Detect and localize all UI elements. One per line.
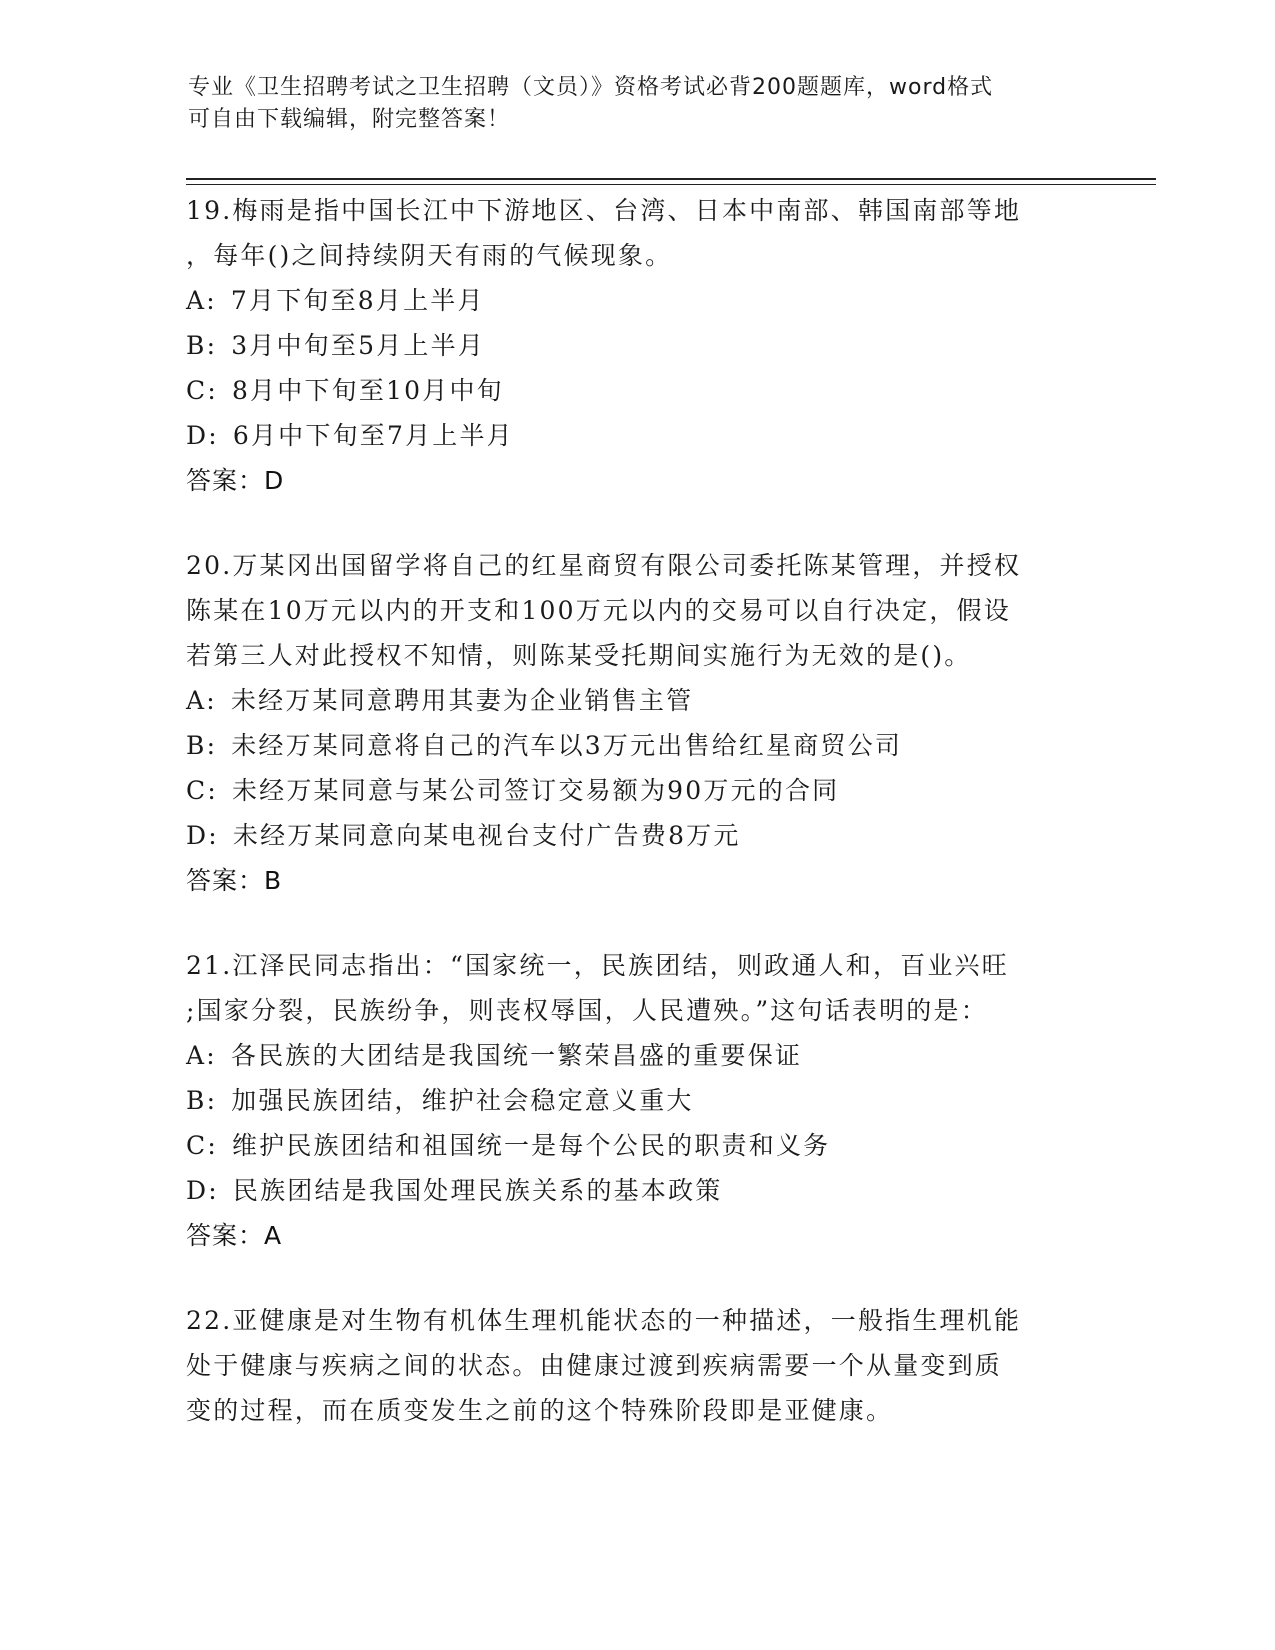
option-text: 未经万某同意与某公司签订交易额为90万元的合同 bbox=[231, 776, 840, 805]
question-20 bbox=[186, 543, 1086, 903]
question-text-line: 21.江泽民同志指出：“国家统一，民族团结，则政通人和，百业兴旺 bbox=[186, 951, 1009, 980]
option-key: D: bbox=[186, 1176, 219, 1205]
option-text: 维护民族团结和祖国统一是每个公民的职责和义务 bbox=[231, 1131, 831, 1160]
header-divider-thick bbox=[186, 178, 1156, 180]
option-b bbox=[186, 1078, 1086, 1123]
answer-line: 答案：B bbox=[186, 866, 283, 895]
option-text: 未经万某同意聘用其妻为企业销售主管 bbox=[230, 686, 694, 715]
option-text: 民族团结是我国处理民族关系的基本政策 bbox=[232, 1176, 723, 1205]
option-text: 未经万某同意向某电视台支付广告费8万元 bbox=[232, 821, 741, 850]
question-text-line: 陈某在10万元以内的开支和100万元以内的交易可以自行决定，假设 bbox=[186, 596, 1011, 625]
option-a bbox=[186, 278, 1086, 323]
question-text-line: ，每年()之间持续阴天有雨的气候现象。 bbox=[186, 241, 673, 270]
option-key: D: bbox=[186, 421, 219, 450]
option-key: A: bbox=[186, 286, 217, 315]
question-19 bbox=[186, 188, 1086, 503]
option-key: C: bbox=[186, 376, 218, 405]
option-key: B: bbox=[186, 731, 218, 760]
option-d bbox=[186, 413, 1086, 458]
question-22 bbox=[186, 1298, 1086, 1433]
option-a bbox=[186, 1033, 1086, 1078]
option-c bbox=[186, 1123, 1086, 1168]
option-text: 未经万某同意将自己的汽车以3万元出售给红星商贸公司 bbox=[231, 731, 903, 760]
option-d bbox=[186, 1168, 1086, 1213]
option-key: C: bbox=[186, 776, 218, 805]
option-text: 各民族的大团结是我国统一繁荣昌盛的重要保证 bbox=[230, 1041, 803, 1070]
option-a bbox=[186, 678, 1086, 723]
header-title-line-1: 专业《卫生招聘考试之卫生招聘（文员）》资格考试必背200题题库，word格式 bbox=[188, 75, 994, 100]
option-text: 加强民族团结，维护社会稳定意义重大 bbox=[231, 1086, 694, 1115]
question-text-line: 变的过程，而在质变发生之前的这个特殊阶段即是亚健康。 bbox=[186, 1396, 894, 1425]
answer-line: 答案：D bbox=[186, 466, 285, 495]
option-key: A: bbox=[186, 1041, 217, 1070]
header-title-line-2: 可自由下载编辑，附完整答案！ bbox=[188, 107, 511, 132]
option-key: C: bbox=[186, 1131, 218, 1160]
header-divider-thin bbox=[186, 184, 1156, 185]
option-text: 7月下旬至8月上半月 bbox=[230, 286, 485, 315]
option-key: B: bbox=[186, 1086, 218, 1115]
question-text-line: 19.梅雨是指中国长江中下游地区、台湾、日本中南部、韩国南部等地 bbox=[186, 196, 1022, 225]
question-text-line: 22.亚健康是对生物有机体生理机能状态的一种描述，一般指生理机能 bbox=[186, 1306, 1022, 1335]
question-21 bbox=[186, 943, 1086, 1258]
option-b bbox=[186, 723, 1086, 768]
option-text: 8月中下旬至10月中旬 bbox=[231, 376, 504, 405]
option-key: B: bbox=[186, 331, 218, 360]
option-c bbox=[186, 768, 1086, 813]
option-key: A: bbox=[186, 686, 217, 715]
option-text: 3月中旬至5月上半月 bbox=[231, 331, 486, 360]
option-key: D: bbox=[186, 821, 219, 850]
option-b bbox=[186, 323, 1086, 368]
question-text-line: 处于健康与疾病之间的状态。由健康过渡到疾病需要一个从量变到质 bbox=[186, 1351, 1003, 1380]
document-header bbox=[188, 72, 1068, 136]
question-text-line: ;国家分裂，民族纷争，则丧权辱国，人民遭殃。”这句话表明的是： bbox=[186, 996, 988, 1025]
option-d bbox=[186, 813, 1086, 858]
option-text: 6月中下旬至7月上半月 bbox=[232, 421, 514, 450]
answer-line: 答案：A bbox=[186, 1221, 283, 1250]
question-text-line: 20.万某冈出国留学将自己的红星商贸有限公司委托陈某管理，并授权 bbox=[186, 551, 1022, 580]
question-list bbox=[186, 188, 1086, 1473]
option-c bbox=[186, 368, 1086, 413]
question-text-line: 若第三人对此授权不知情，则陈某受托期间实施行为无效的是()。 bbox=[186, 641, 972, 670]
